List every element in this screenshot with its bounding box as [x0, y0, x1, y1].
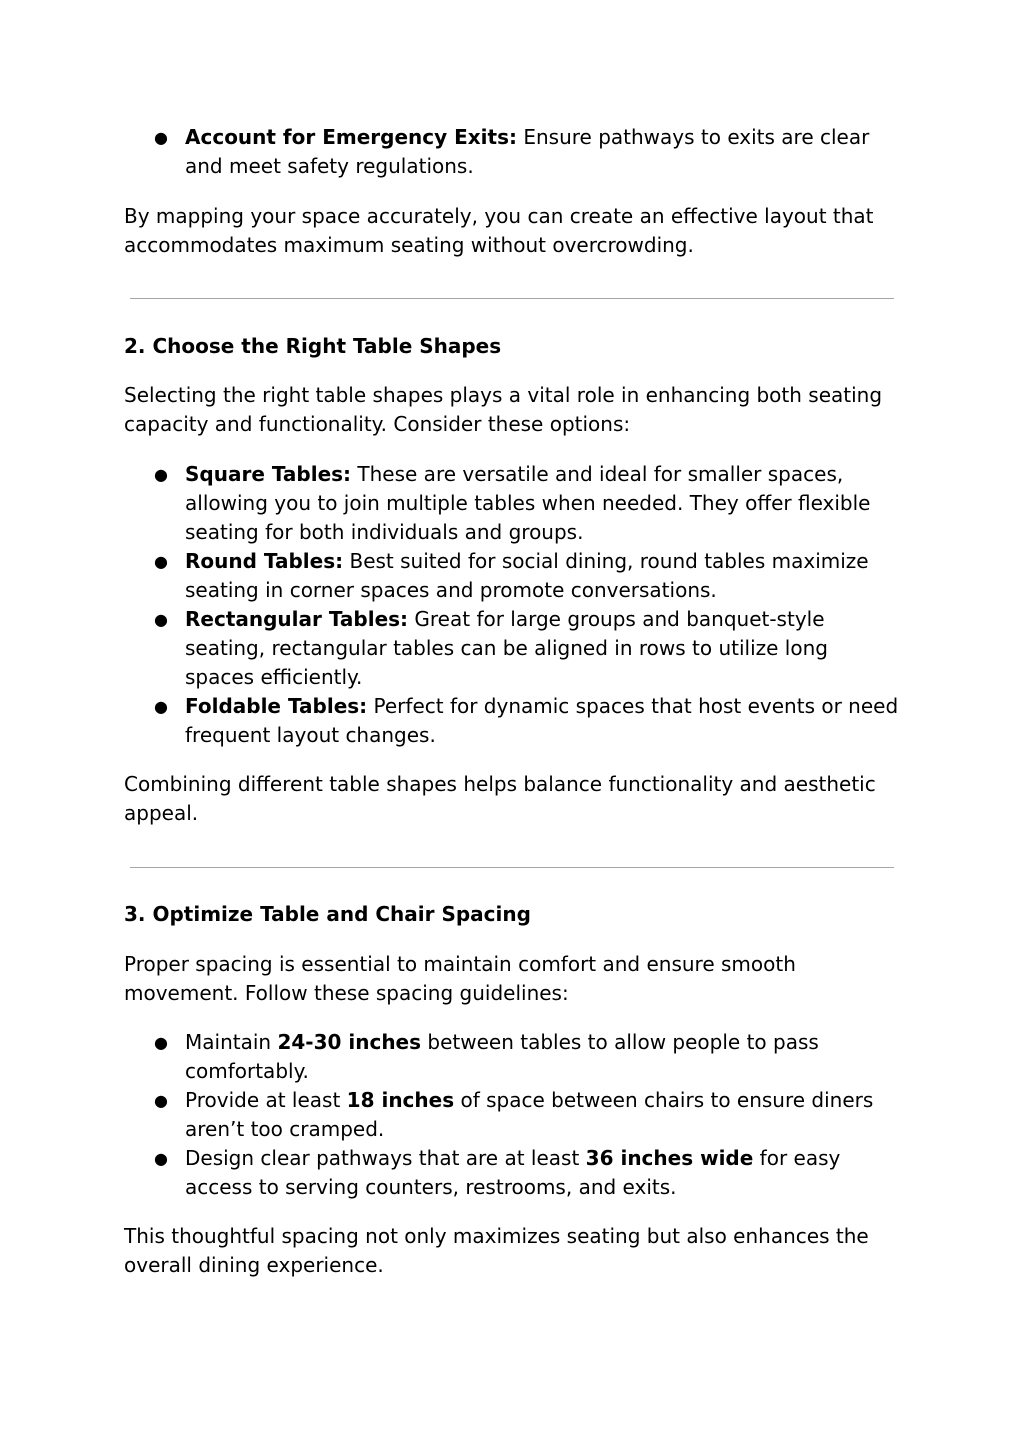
list-item-term: Square Tables:	[185, 462, 352, 486]
list-item-text: for easy access to serving counters, restrooms, and exits.	[185, 1146, 841, 1199]
list-item-text: Design clear pathways that are at least	[185, 1146, 586, 1170]
section-intro-paragraph: Selecting the right table shapes plays a vital role in enhancing both seating capacity and functionality. Consider these options:	[124, 383, 883, 436]
section-divider	[130, 867, 894, 868]
list-item-text: Ensure pathways to exits are clear and meet safety regulations.	[185, 125, 870, 178]
bullet-icon: ●	[154, 1091, 168, 1110]
section-heading: 2. Choose the Right Table Shapes	[124, 334, 502, 358]
bullet-icon: ●	[154, 465, 168, 484]
list-item-text: of space between chairs to ensure diners aren’t too cramped.	[185, 1088, 874, 1141]
bullet-icon: ●	[154, 697, 168, 716]
section-closing-paragraph: Combining different table shapes helps balance functionality and aesthetic appeal.	[124, 772, 876, 825]
list-item	[124, 123, 900, 181]
list-item-text: Maintain	[185, 1030, 278, 1054]
list-item-emphasis: 36 inches wide	[585, 1146, 754, 1170]
list-item-text: Great for large groups and banquet-style seating, rectangular tables can be aligned in rows to utilize long spaces efficiently.	[185, 607, 828, 689]
list-item-text: These are versatile and ideal for smaller spaces, allowing you to join multiple tables when needed. They offer flexible seating for both individuals and groups.	[185, 462, 871, 544]
list-item	[124, 547, 900, 605]
table-shapes-list	[124, 460, 900, 750]
bullet-icon: ●	[154, 610, 168, 629]
intro-closing-paragraph: By mapping your space accurately, you can create an effective layout that accommodates maximum seating without overcrowding.	[124, 204, 874, 257]
list-item-term: Account for Emergency Exits:	[185, 125, 517, 149]
list-item-text: Perfect for dynamic spaces that host events or need frequent layout changes.	[185, 694, 899, 747]
document-page	[124, 123, 900, 1280]
list-item-emphasis: 18 inches	[346, 1088, 455, 1112]
list-item-text: between tables to allow people to pass comfortably.	[185, 1030, 819, 1083]
bullet-icon: ●	[154, 128, 168, 147]
bullet-icon: ●	[154, 552, 168, 571]
list-item	[124, 692, 900, 750]
section-closing-paragraph: This thoughtful spacing not only maximizes seating but also enhances the overall dining experience.	[124, 1224, 869, 1277]
list-item	[124, 1028, 900, 1086]
list-item-term: Foldable Tables:	[185, 694, 368, 718]
section-divider	[130, 298, 894, 299]
spacing-guidelines-list	[124, 1028, 900, 1202]
list-item	[124, 460, 900, 547]
section-intro-paragraph: Proper spacing is essential to maintain comfort and ensure smooth movement. Follow these spacing guidelines:	[124, 952, 796, 1005]
list-item	[124, 1144, 900, 1202]
list-item-emphasis: 24-30 inches	[277, 1030, 422, 1054]
list-item-text: Best suited for social dining, round tables maximize seating in corner spaces and promote conversations.	[185, 549, 869, 602]
list-item-term: Rectangular Tables:	[185, 607, 409, 631]
list-item-text: Provide at least	[185, 1088, 347, 1112]
list-item	[124, 605, 900, 692]
bullet-icon: ●	[154, 1033, 168, 1052]
intro-bullet-list	[124, 123, 900, 181]
list-item-term: Round Tables:	[185, 549, 344, 573]
bullet-icon: ●	[154, 1149, 168, 1168]
list-item	[124, 1086, 900, 1144]
section-heading: 3. Optimize Table and Chair Spacing	[124, 902, 531, 926]
